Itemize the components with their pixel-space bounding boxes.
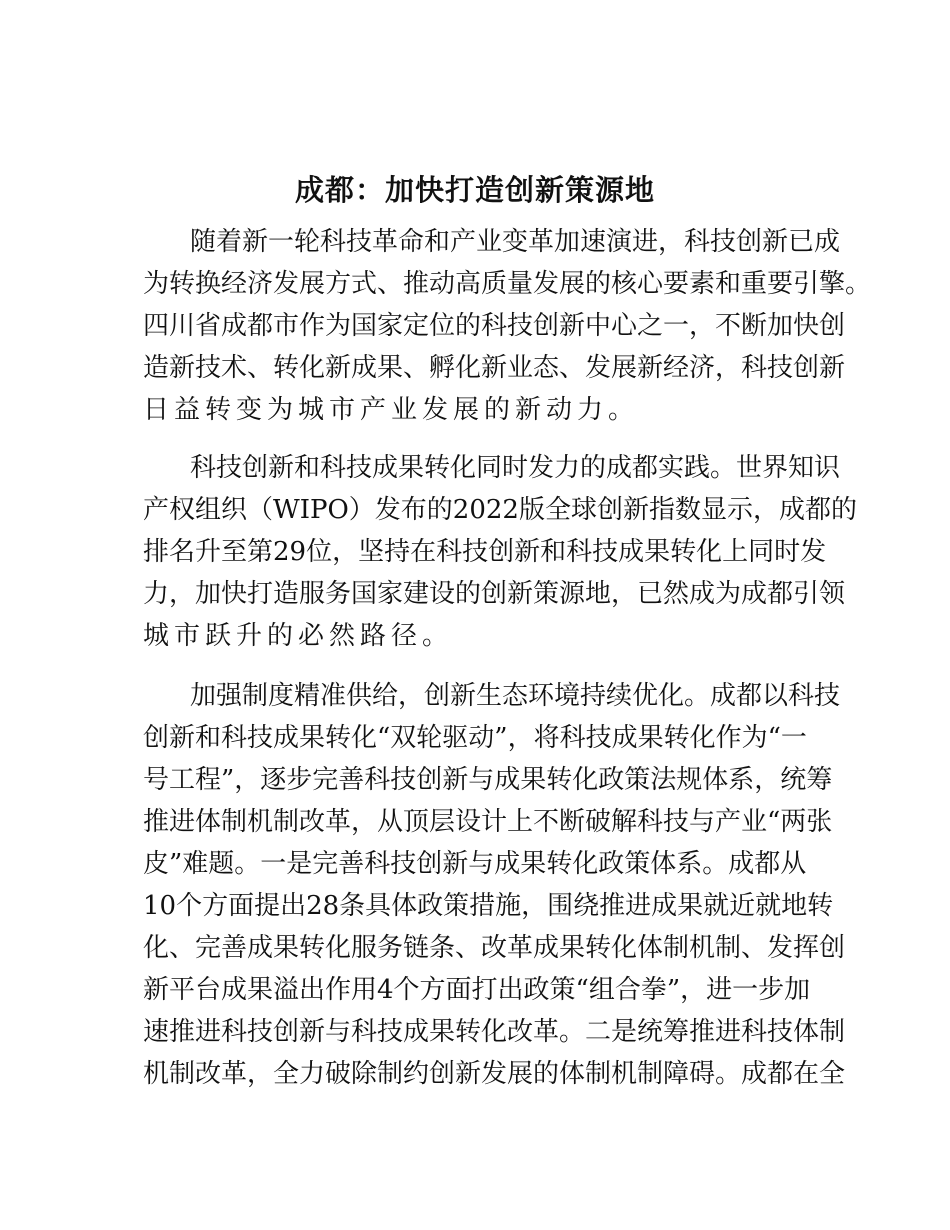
paragraph-1-line: 造新技术、转化新成果、孵化新业态、发展新经济，科技创新 [143, 353, 846, 383]
paragraph-3-line: 化、完善成果转化服务链条、改革成果转化体制机制、发挥创 [143, 933, 846, 963]
paragraph-2-line: 城市跃升的必然路径。 [143, 621, 454, 651]
paragraph-3-line: 新平台成果溢出作用4个方面打出政策“组合拳”，进一步加 [143, 975, 811, 1005]
paragraph-2-line: 产权组织（WIPO）发布的2022版全球创新指数显示，成都的 [143, 495, 857, 525]
paragraph-1-line: 随着新一轮科技革命和产业变革加速演进，科技创新已成 [190, 227, 841, 257]
paragraph-3-line: 10个方面提出28条具体政策措施，围绕推进成果就近就地转 [143, 891, 834, 921]
paragraph-2-line: 排名升至第29位，坚持在科技创新和科技成果转化上同时发 [143, 537, 827, 567]
paragraph-3-line: 号工程”，逐步完善科技创新与成果转化政策法规体系，统筹 [143, 765, 833, 795]
paragraph-3-line: 机制改革，全力破除制约创新发展的体制机制障碍。成都在全 [143, 1059, 846, 1089]
paragraph-1-line: 日益转变为城市产业发展的新动力。 [143, 395, 640, 425]
paragraph-2-line: 力，加快打造服务国家建设的创新策源地，已然成为成都引领 [143, 579, 846, 609]
paragraph-3-line: 加强制度精准供给，创新生态环境持续优化。成都以科技 [190, 681, 841, 711]
paragraph-1-line: 四川省成都市作为国家定位的科技创新中心之一，不断加快创 [143, 311, 846, 341]
paragraph-3-line: 推进体制机制改革，从顶层设计上不断破解科技与产业“两张 [143, 807, 833, 837]
paragraph-1-line: 为转换经济发展方式、推动高质量发展的核心要素和重要引擎。 [143, 269, 872, 299]
paragraph-3-line: 皮”难题。一是完善科技创新与成果转化政策体系。成都从 [143, 849, 807, 879]
page-title: 成都：加快打造创新策源地 [294, 173, 655, 207]
paragraph-3-line: 创新和科技成果转化“双轮驱动”，将科技成果转化作为“一 [143, 723, 807, 753]
paragraph-3-line: 速推进科技创新与科技成果转化改革。二是统筹推进科技体制 [143, 1017, 846, 1047]
paragraph-2-line: 科技创新和科技成果转化同时发力的成都实践。世界知识 [190, 453, 841, 483]
